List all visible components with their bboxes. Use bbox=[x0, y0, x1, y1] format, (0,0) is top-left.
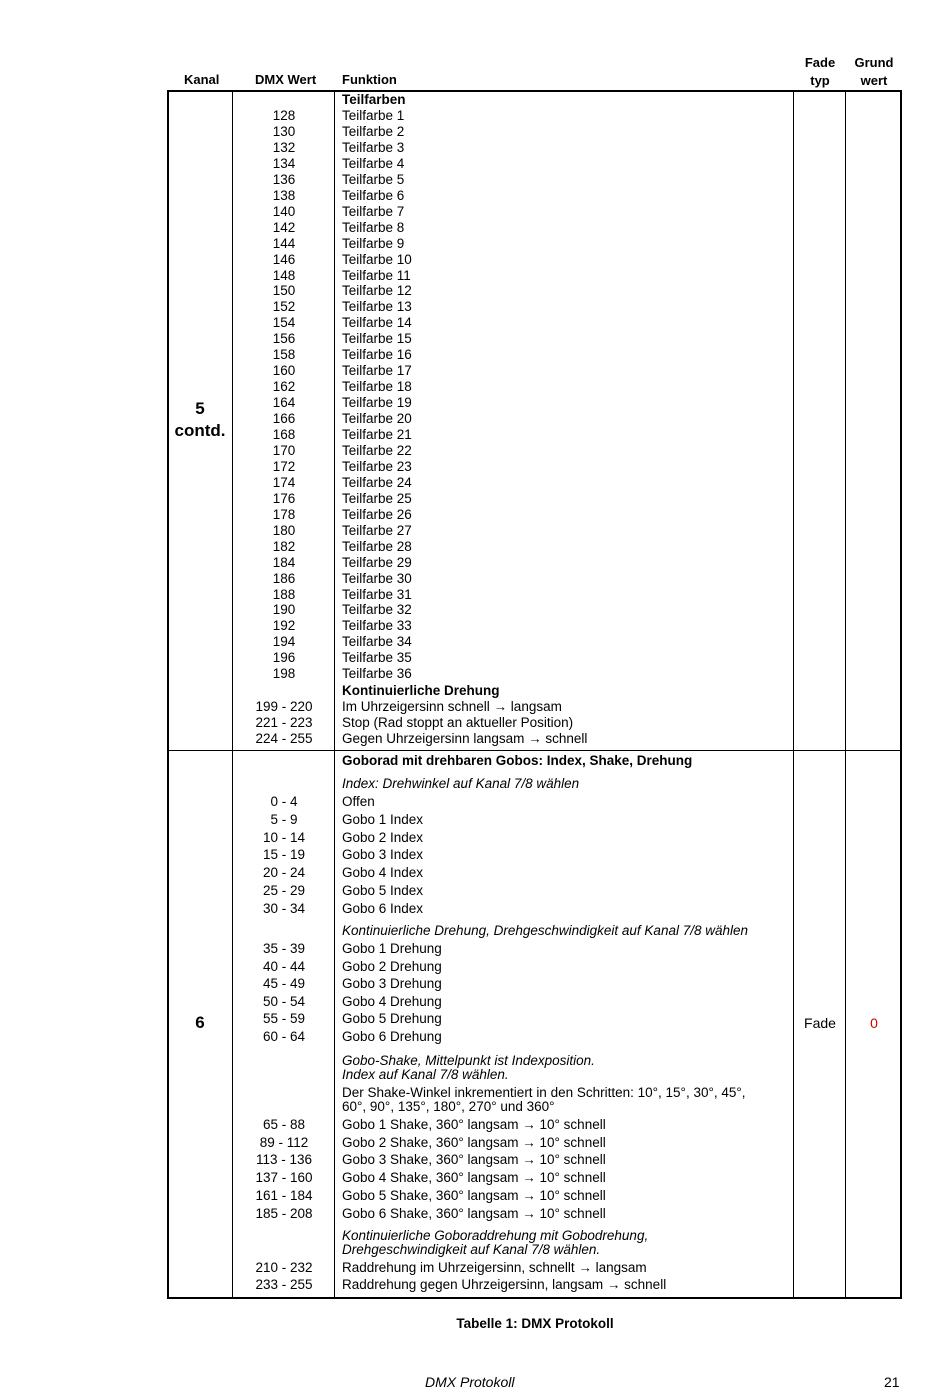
function-label: Teilfarbe 8 bbox=[342, 219, 405, 235]
table-caption: Tabelle 1: DMX Protokoll bbox=[456, 1316, 614, 1331]
dmx-value: 148 bbox=[272, 267, 296, 283]
dmx-value: 65 - 88 bbox=[262, 1117, 306, 1132]
function-label: Teilfarbe 18 bbox=[342, 379, 412, 395]
function-label: Gobo 6 Index bbox=[342, 900, 424, 916]
kanal-6: 6 bbox=[195, 1013, 205, 1032]
column-divider-3 bbox=[793, 90, 794, 1299]
function-label: Teilfarbe 34 bbox=[342, 634, 412, 650]
footer-title: DMX Protokoll bbox=[425, 1374, 515, 1390]
dmx-value: 233 - 255 bbox=[255, 1277, 313, 1292]
function-label: Teilfarbe 15 bbox=[342, 331, 412, 347]
dmx-value: 144 bbox=[272, 235, 296, 251]
dmx-value: 166 bbox=[272, 411, 296, 427]
dmx-value: 196 bbox=[272, 650, 296, 666]
fade-value: Fade bbox=[804, 1015, 836, 1031]
dmx-value: 146 bbox=[272, 251, 296, 267]
header-fade-typ-line2: typ bbox=[810, 73, 830, 88]
kanal-5-contd: contd. bbox=[174, 421, 226, 440]
function-label: Teilfarbe 24 bbox=[342, 474, 412, 490]
dmx-value: 168 bbox=[272, 427, 296, 442]
dmx-value: 113 - 136 bbox=[255, 1152, 313, 1168]
function-label: Teilfarbe 11 bbox=[342, 267, 411, 283]
dmx-value: 5 - 9 bbox=[270, 811, 298, 827]
function-label: Teilfarbe 17 bbox=[342, 363, 412, 379]
column-divider-4 bbox=[845, 90, 846, 1299]
header-fade-typ-line1: Fade bbox=[804, 55, 836, 70]
header-kanal: Kanal bbox=[184, 72, 220, 87]
kanal-5 bbox=[168, 398, 232, 442]
dmx-value: 180 bbox=[272, 522, 296, 538]
dmx-value: 160 bbox=[272, 363, 296, 379]
header-grund-wert-line1: Grund bbox=[854, 55, 894, 70]
function-label: Gobo 1 Drehung bbox=[342, 941, 442, 956]
row-divider bbox=[167, 750, 902, 751]
dmx-value: 184 bbox=[272, 554, 296, 570]
dmx-value: 40 - 44 bbox=[262, 958, 306, 974]
function-label: Teilfarbe 33 bbox=[342, 618, 412, 634]
function-label: Gobo 6 Drehung bbox=[342, 1029, 442, 1044]
table-bottom-border bbox=[167, 1297, 902, 1299]
function-label: Teilfarbe 1 bbox=[342, 108, 405, 123]
function-label: Teilfarbe 6 bbox=[342, 187, 405, 203]
dmx-value: 210 - 232 bbox=[255, 1260, 313, 1275]
dmx-value: 172 bbox=[272, 458, 296, 474]
function-label: Teilfarbe 26 bbox=[342, 506, 412, 522]
dmx-value: 150 bbox=[272, 283, 296, 299]
function-label: Teilfarbe 5 bbox=[342, 171, 405, 187]
note-rotation: Kontinuierliche Drehung, Drehgeschwindigkeit auf Kanal 7/8 wählen bbox=[342, 923, 749, 938]
note-index: Index: Drehwinkel auf Kanal 7/8 wählen bbox=[342, 776, 580, 791]
function-label: Teilfarbe 32 bbox=[342, 602, 412, 618]
table-left-border bbox=[167, 90, 169, 1299]
header-dmx-wert: DMX Wert bbox=[255, 72, 317, 87]
dmx-value: 185 - 208 bbox=[255, 1205, 313, 1221]
function-label: Gobo 4 Drehung bbox=[342, 993, 442, 1009]
function-label: Gobo 4 Shake, 360° langsam → 10° schnell bbox=[342, 1170, 606, 1186]
dmx-value: 194 bbox=[272, 634, 296, 650]
dmx-value: 162 bbox=[272, 379, 296, 395]
dmx-value: 142 bbox=[272, 219, 296, 235]
function-label: Im Uhrzeigersinn schnell → langsam bbox=[342, 699, 562, 714]
dmx-value: 60 - 64 bbox=[262, 1029, 306, 1044]
dmx-value: 10 - 14 bbox=[262, 829, 306, 845]
function-label: Teilfarbe 19 bbox=[342, 395, 412, 411]
function-label: Teilfarbe 21 bbox=[342, 427, 412, 442]
function-label: Gobo 1 Shake, 360° langsam → 10° schnell bbox=[342, 1117, 606, 1132]
function-label: Teilfarbe 9 bbox=[342, 235, 405, 251]
dmx-value: 182 bbox=[272, 538, 296, 554]
function-label: Teilfarbe 27 bbox=[342, 522, 412, 538]
function-label: Offen bbox=[342, 794, 375, 809]
function-label: Teilfarbe 13 bbox=[342, 299, 412, 315]
table-top-border bbox=[167, 90, 902, 92]
dmx-value: 152 bbox=[272, 299, 296, 315]
function-label: Raddrehung gegen Uhrzeigersinn, langsam → schnell bbox=[342, 1277, 667, 1292]
grund-value: 0 bbox=[870, 1015, 878, 1031]
note-shake-line1: Gobo-Shake, Mittelpunkt ist Indexposition. bbox=[342, 1053, 595, 1068]
function-label: Gobo 2 Drehung bbox=[342, 958, 442, 974]
dmx-value: 55 - 59 bbox=[262, 1011, 306, 1027]
dmx-value: 136 bbox=[272, 171, 296, 187]
dmx-value: 50 - 54 bbox=[262, 993, 306, 1009]
function-label: Teilfarbe 4 bbox=[342, 155, 405, 171]
function-label: Gobo 2 Index bbox=[342, 829, 424, 845]
function-label: Gobo 3 Index bbox=[342, 847, 424, 863]
dmx-value: 164 bbox=[272, 395, 296, 411]
dmx-value: 221 - 223 bbox=[255, 715, 313, 730]
section-title-teilfarben: Teilfarben bbox=[342, 92, 406, 107]
function-label: Stop (Rad stoppt an aktueller Position) bbox=[342, 715, 574, 730]
dmx-value: 190 bbox=[272, 602, 296, 618]
dmx-value: 178 bbox=[272, 506, 296, 522]
dmx-value: 130 bbox=[272, 123, 296, 139]
function-label: Teilfarbe 28 bbox=[342, 538, 412, 554]
function-label: Gobo 3 Shake, 360° langsam → 10° schnell bbox=[342, 1152, 606, 1168]
function-label: Gobo 1 Index bbox=[342, 811, 424, 827]
function-label: Teilfarbe 30 bbox=[342, 570, 412, 586]
function-label: Teilfarbe 14 bbox=[342, 315, 412, 331]
function-label: Teilfarbe 16 bbox=[342, 347, 412, 363]
dmx-value: 132 bbox=[272, 139, 296, 155]
dmx-value: 35 - 39 bbox=[262, 941, 306, 956]
dmx-value: 128 bbox=[272, 108, 296, 123]
function-label: Gobo 5 Index bbox=[342, 883, 424, 898]
column-divider-1 bbox=[232, 90, 233, 1299]
function-label: Gobo 5 Drehung bbox=[342, 1011, 442, 1027]
section-title-goborad: Goborad mit drehbaren Gobos: Index, Shake, Drehung bbox=[342, 753, 693, 768]
header-grund-wert bbox=[848, 54, 900, 90]
dmx-value: 140 bbox=[272, 203, 296, 219]
function-label: Teilfarbe 3 bbox=[342, 139, 405, 155]
note-wheel-line2: Drehgeschwindigkeit auf Kanal 7/8 wählen. bbox=[342, 1242, 601, 1257]
dmx-value: 176 bbox=[272, 490, 296, 506]
function-label: Teilfarbe 25 bbox=[342, 490, 412, 506]
function-label: Teilfarbe 23 bbox=[342, 458, 412, 474]
function-label: Teilfarbe 20 bbox=[342, 411, 412, 427]
function-label: Teilfarbe 2 bbox=[342, 123, 405, 139]
dmx-value: 137 - 160 bbox=[255, 1170, 313, 1186]
dmx-value: 158 bbox=[272, 347, 296, 363]
page-number: 21 bbox=[884, 1374, 900, 1390]
function-label: Gobo 6 Shake, 360° langsam → 10° schnell bbox=[342, 1205, 606, 1221]
function-label: Teilfarbe 7 bbox=[342, 203, 405, 219]
function-label: Gobo 3 Drehung bbox=[342, 976, 442, 992]
header-funktion: Funktion bbox=[342, 72, 397, 87]
function-label: Teilfarbe 35 bbox=[342, 650, 412, 666]
shake-description-line2: 60°, 90°, 135°, 180°, 270° und 360° bbox=[342, 1099, 555, 1114]
dmx-value: 45 - 49 bbox=[262, 976, 306, 992]
dmx-value: 186 bbox=[272, 570, 296, 586]
dmx-value: 25 - 29 bbox=[262, 883, 306, 898]
note-wheel-line1: Kontinuierliche Goboraddrehung mit Gobodrehung, bbox=[342, 1228, 649, 1243]
dmx-value: 154 bbox=[272, 315, 296, 331]
function-label: Teilfarbe 31 bbox=[342, 586, 412, 602]
header-fade-typ bbox=[796, 54, 844, 90]
dmx-value: 138 bbox=[272, 187, 296, 203]
function-label: Raddrehung im Uhrzeigersinn, schnellt → langsam bbox=[342, 1260, 647, 1275]
section-title-drehung: Kontinuierliche Drehung bbox=[342, 683, 500, 698]
function-label: Teilfarbe 29 bbox=[342, 554, 412, 570]
header-grund-wert-line2: wert bbox=[860, 73, 888, 88]
function-label: Gobo 2 Shake, 360° langsam → 10° schnell bbox=[342, 1134, 606, 1150]
function-label: Teilfarbe 22 bbox=[342, 442, 412, 458]
function-label: Teilfarbe 12 bbox=[342, 283, 412, 299]
dmx-value: 198 bbox=[272, 666, 296, 682]
kanal-5-number: 5 bbox=[195, 399, 205, 418]
column-divider-2 bbox=[334, 90, 335, 1299]
function-label: Teilfarbe 36 bbox=[342, 666, 412, 682]
dmx-value: 161 - 184 bbox=[255, 1187, 313, 1203]
dmx-value: 224 - 255 bbox=[255, 731, 313, 746]
dmx-value: 188 bbox=[272, 586, 296, 602]
dmx-value: 156 bbox=[272, 331, 296, 347]
dmx-value: 170 bbox=[272, 442, 296, 458]
dmx-value: 30 - 34 bbox=[262, 900, 306, 916]
dmx-value: 134 bbox=[272, 155, 296, 171]
dmx-value: 0 - 4 bbox=[270, 794, 298, 809]
function-label: Gobo 5 Shake, 360° langsam → 10° schnell bbox=[342, 1187, 606, 1203]
function-label: Gegen Uhrzeigersinn langsam → schnell bbox=[342, 731, 588, 746]
function-label: Gobo 4 Index bbox=[342, 865, 424, 881]
dmx-value: 89 - 112 bbox=[259, 1134, 309, 1150]
dmx-value: 174 bbox=[272, 474, 296, 490]
note-shake-line2: Index auf Kanal 7/8 wählen. bbox=[342, 1067, 509, 1082]
dmx-value: 20 - 24 bbox=[262, 865, 306, 881]
dmx-value: 15 - 19 bbox=[262, 847, 306, 863]
dmx-value: 199 - 220 bbox=[255, 699, 313, 714]
table-right-border bbox=[900, 90, 902, 1299]
dmx-value: 192 bbox=[272, 618, 296, 634]
function-label: Teilfarbe 10 bbox=[342, 251, 412, 267]
shake-description-line1: Der Shake-Winkel inkrementiert in den Schritten: 10°, 15°, 30°, 45°, bbox=[342, 1085, 746, 1100]
